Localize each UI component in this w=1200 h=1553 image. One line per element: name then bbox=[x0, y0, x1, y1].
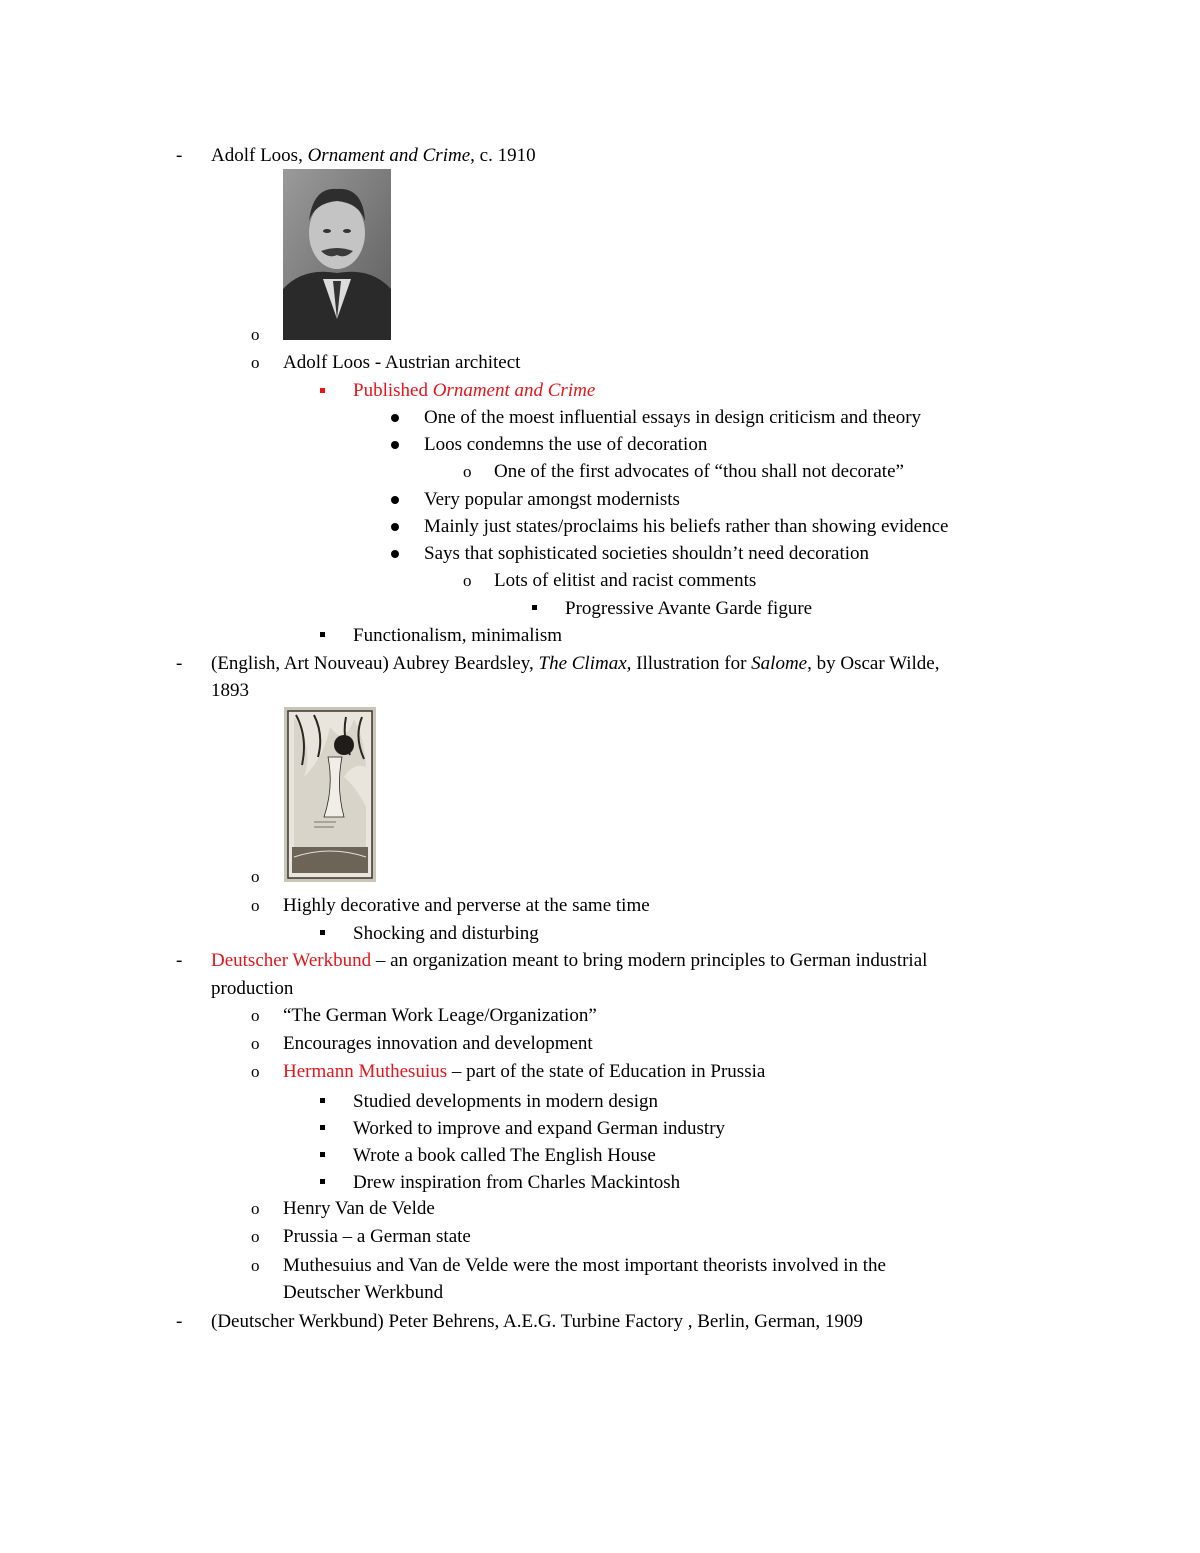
highly-decorative: Highly decorative and perverse at the same time bbox=[283, 895, 650, 916]
loos-architect: Adolf Loos - Austrian architect bbox=[283, 352, 521, 373]
beardsley-heading: (English, Art Nouveau) Aubrey Beardsley, The Climax, Illustration for Salome, by Oscar Wilde, bbox=[211, 653, 940, 674]
circle-marker: o bbox=[251, 1062, 260, 1081]
square-bullet bbox=[320, 1098, 325, 1103]
loos-heading: Adolf Loos, Ornament and Crime, c. 1910 bbox=[211, 145, 536, 166]
behrens-heading: (Deutscher Werkbund) Peter Behrens, A.E.G. Turbine Factory , Berlin, German, 1909 bbox=[211, 1311, 863, 1332]
circle-marker: o bbox=[463, 462, 472, 481]
dot-bullet bbox=[391, 441, 399, 449]
circle-marker: o bbox=[251, 867, 260, 886]
studied-developments: Studied developments in modern design bbox=[353, 1091, 659, 1112]
square-bullet bbox=[320, 388, 325, 393]
circle-marker: o bbox=[251, 1256, 260, 1275]
circle-marker: o bbox=[251, 1034, 260, 1053]
popular-modernists: Very popular amongst modernists bbox=[424, 489, 680, 510]
loos-portrait-image bbox=[283, 169, 391, 340]
prussia-state: Prussia – a German state bbox=[283, 1226, 471, 1247]
encourages-innovation: Encourages innovation and development bbox=[283, 1033, 593, 1054]
loos-condemns: Loos condemns the use of decoration bbox=[424, 434, 708, 455]
published-line: Published Ornament and Crime bbox=[353, 380, 596, 401]
circle-marker: o bbox=[251, 1006, 260, 1025]
german-work-league: “The German Work Leage/Organization” bbox=[283, 1005, 597, 1026]
elitist-comments: Lots of elitist and racist comments bbox=[494, 570, 757, 591]
dot-bullet bbox=[391, 414, 399, 422]
proclaims-beliefs: Mainly just states/proclaims his beliefs rather than showing evidence bbox=[424, 516, 949, 537]
theorists-cont: Deutscher Werkbund bbox=[283, 1282, 444, 1303]
square-bullet bbox=[320, 632, 325, 637]
muthesius-line: Hermann Muthesuius – part of the state of Education in Prussia bbox=[283, 1061, 766, 1082]
werkbund-production: production bbox=[211, 978, 294, 999]
circle-marker: o bbox=[463, 571, 472, 590]
sophisticated-societies: Says that sophisticated societies shouldn’t need decoration bbox=[424, 543, 869, 564]
functionalism: Functionalism, minimalism bbox=[353, 625, 562, 646]
square-bullet bbox=[320, 1125, 325, 1130]
shocking-disturbing: Shocking and disturbing bbox=[353, 923, 539, 944]
circle-marker: o bbox=[251, 1199, 260, 1218]
dash-marker: - bbox=[176, 145, 183, 166]
wrote-book: Wrote a book called The English House bbox=[353, 1145, 656, 1166]
werkbund-heading: Deutscher Werkbund – an organization meant to bring modern principles to German industrial bbox=[211, 950, 928, 971]
dash-marker: - bbox=[176, 653, 183, 674]
theorists-line: Muthesuius and Van de Velde were the most important theorists involved in the bbox=[283, 1255, 886, 1276]
square-bullet bbox=[320, 1179, 325, 1184]
van-de-velde: Henry Van de Velde bbox=[283, 1198, 435, 1219]
beardsley-year: 1893 bbox=[211, 680, 249, 701]
dot-bullet bbox=[391, 523, 399, 531]
square-bullet bbox=[320, 1152, 325, 1157]
drew-inspiration: Drew inspiration from Charles Mackintosh bbox=[353, 1172, 681, 1193]
progressive-figure: Progressive Avante Garde figure bbox=[565, 598, 813, 619]
circle-marker: o bbox=[251, 353, 260, 372]
worked-improve: Worked to improve and expand German industry bbox=[353, 1118, 726, 1139]
essay-influence: One of the moest influential essays in design criticism and theory bbox=[424, 407, 922, 428]
dot-bullet bbox=[391, 550, 399, 558]
thou-shall-not: One of the first advocates of “thou shall not decorate” bbox=[494, 461, 904, 482]
circle-marker: o bbox=[251, 325, 260, 344]
circle-marker: o bbox=[251, 896, 260, 915]
square-bullet bbox=[532, 605, 537, 610]
dot-bullet bbox=[391, 496, 399, 504]
square-bullet bbox=[320, 930, 325, 935]
circle-marker: o bbox=[251, 1227, 260, 1246]
dash-marker: - bbox=[176, 1311, 183, 1332]
climax-illustration-image bbox=[284, 707, 376, 882]
dash-marker: - bbox=[176, 950, 183, 971]
